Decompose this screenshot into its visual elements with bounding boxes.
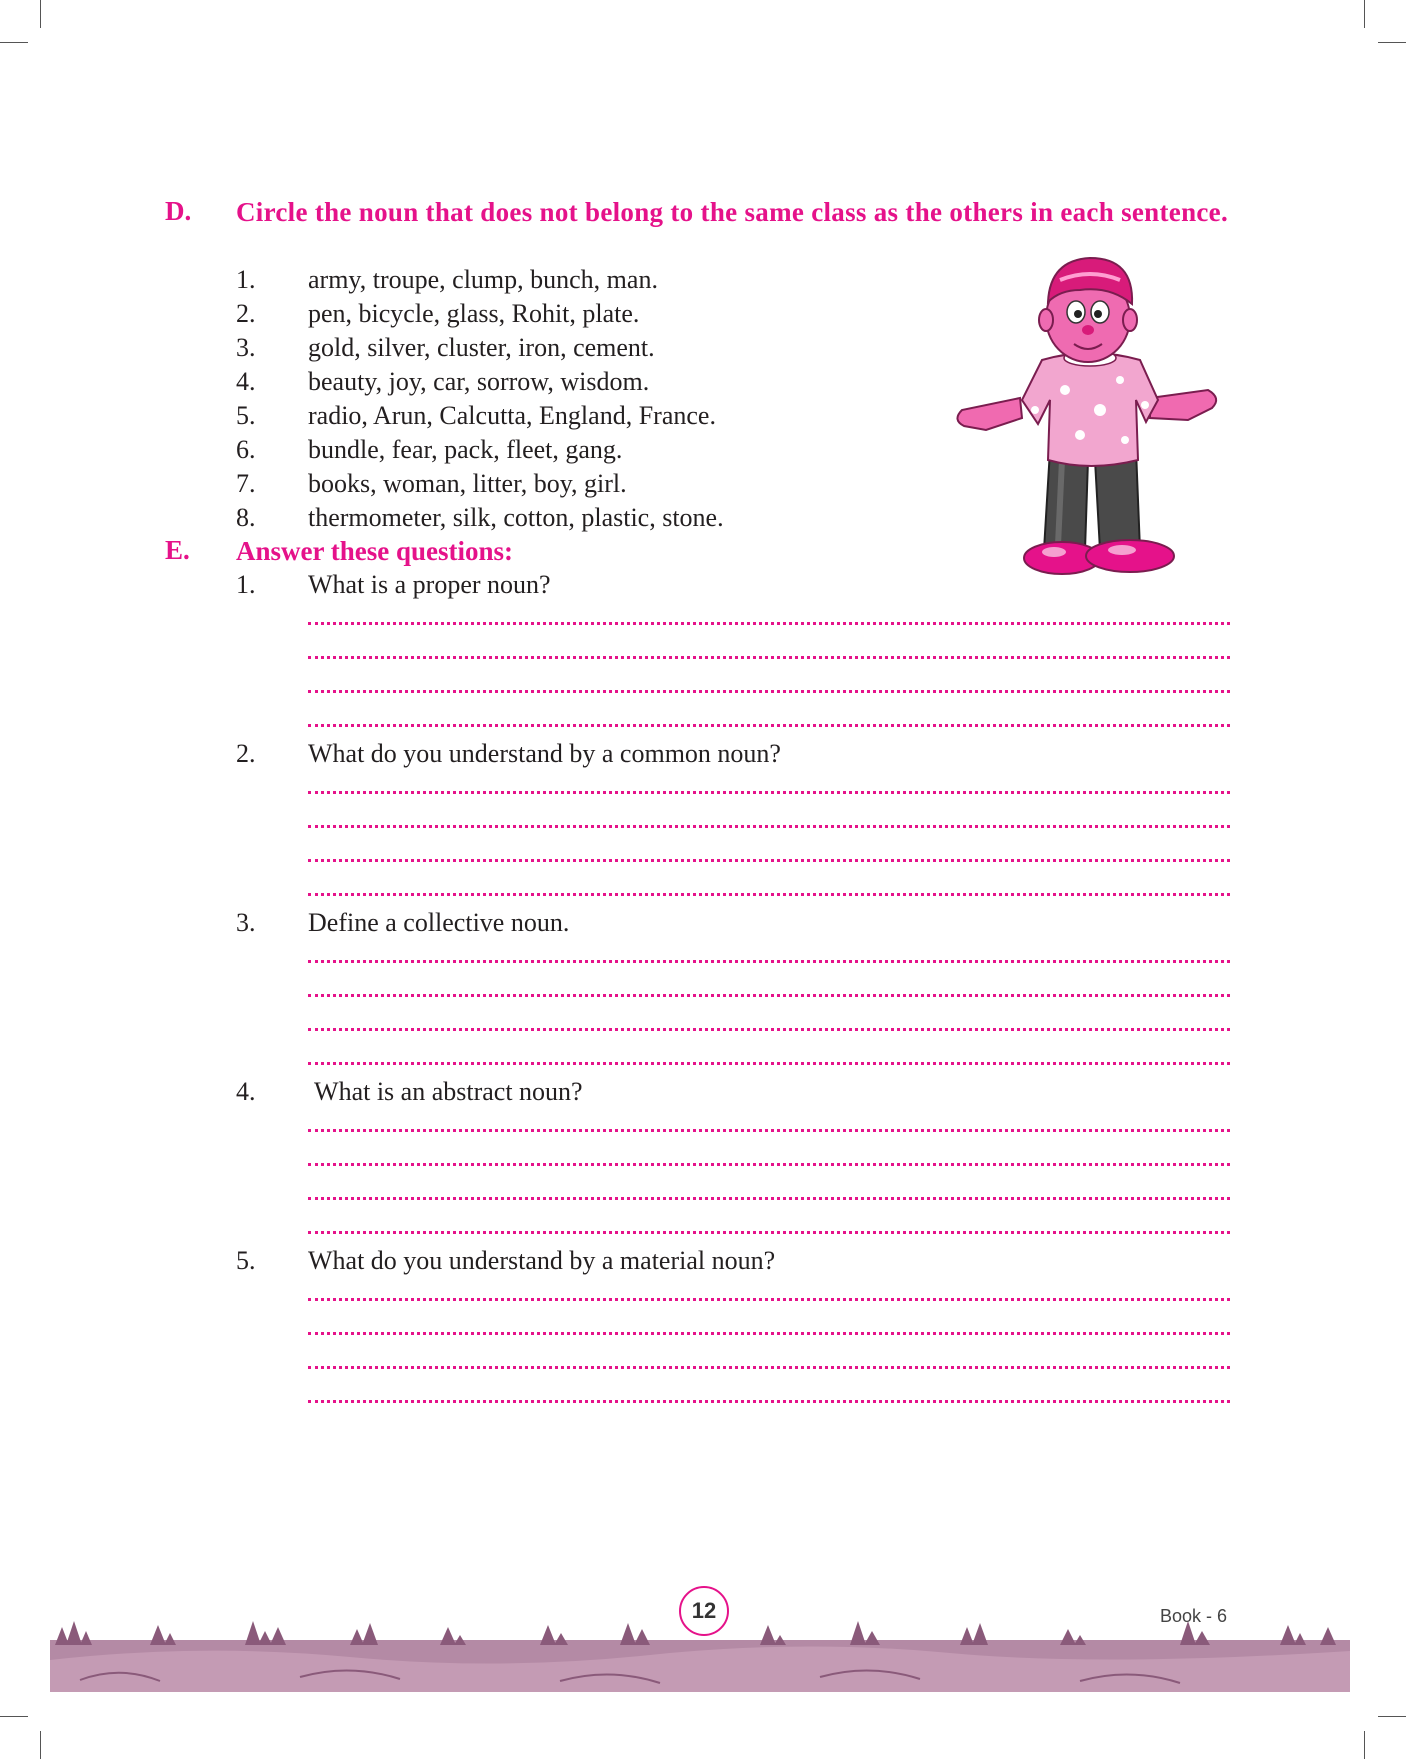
answer-line[interactable] [308,1332,1230,1335]
list-item-number: 2. [236,299,256,328]
answer-line[interactable] [308,1197,1230,1200]
crop-mark [1364,0,1365,28]
list-item: thermometer, silk, cotton, plastic, stone. [308,503,724,532]
question-number: 1. [236,570,256,599]
list-item: gold, silver, cluster, iron, cement. [308,333,655,362]
answer-line[interactable] [308,1366,1230,1369]
question-text: What is a proper noun? [308,570,551,599]
list-item: bundle, fear, pack, fleet, gang. [308,435,623,464]
answer-line[interactable] [308,1163,1230,1166]
answer-line[interactable] [308,1400,1230,1403]
page-number: 12 [679,1586,729,1636]
section-d-title: Circle the noun that does not belong to the same class as the others in each sentence. [236,197,1228,227]
answer-line[interactable] [308,1028,1230,1031]
answer-line[interactable] [308,690,1230,693]
crop-mark [40,1731,41,1759]
question-text: What do you understand by a common noun? [308,739,781,768]
answer-line[interactable] [308,859,1230,862]
list-item-number: 7. [236,469,256,498]
crop-mark [40,0,41,28]
answer-line[interactable] [308,960,1230,963]
crop-mark [1378,42,1406,43]
answer-line[interactable] [308,1298,1230,1301]
question-number: 2. [236,739,256,768]
question-number: 4. [236,1077,256,1106]
book-label: Book - 6 [1160,1606,1228,1626]
answer-line[interactable] [308,724,1230,727]
list-item-number: 8. [236,503,256,532]
crop-mark [0,42,28,43]
list-item: pen, bicycle, glass, Rohit, plate. [308,299,640,328]
list-item: books, woman, litter, boy, girl. [308,469,627,498]
answer-line[interactable] [308,893,1230,896]
question-text: What is an abstract noun? [308,1077,583,1106]
list-item-number: 3. [236,333,256,362]
answer-line[interactable] [308,656,1230,659]
list-item: beauty, joy, car, sorrow, wisdom. [308,367,650,396]
section-d-letter: D. [165,196,192,226]
answer-line[interactable] [308,1231,1230,1234]
section-e-title: Answer these questions: [236,536,514,566]
list-item: radio, Arun, Calcutta, England, France. [308,401,716,430]
cartoon-boy-illustration [950,250,1225,580]
list-item-number: 1. [236,265,256,294]
section-e-letter: E. [165,535,190,565]
answer-line[interactable] [308,1062,1230,1065]
answer-line[interactable] [308,1129,1230,1132]
question-text: What do you understand by a material noun? [308,1246,776,1275]
list-item-number: 6. [236,435,256,464]
list-item: army, troupe, clump, bunch, man. [308,265,658,294]
question-number: 3. [236,908,256,937]
question-text: Define a collective noun. [308,908,570,937]
question-number: 5. [236,1246,256,1275]
answer-line[interactable] [308,994,1230,997]
list-item-number: 5. [236,401,256,430]
crop-mark [0,1716,28,1717]
answer-line[interactable] [308,622,1230,625]
crop-mark [1364,1731,1365,1759]
crop-mark [1378,1716,1406,1717]
answer-line[interactable] [308,825,1230,828]
answer-line[interactable] [308,791,1230,794]
list-item-number: 4. [236,367,256,396]
